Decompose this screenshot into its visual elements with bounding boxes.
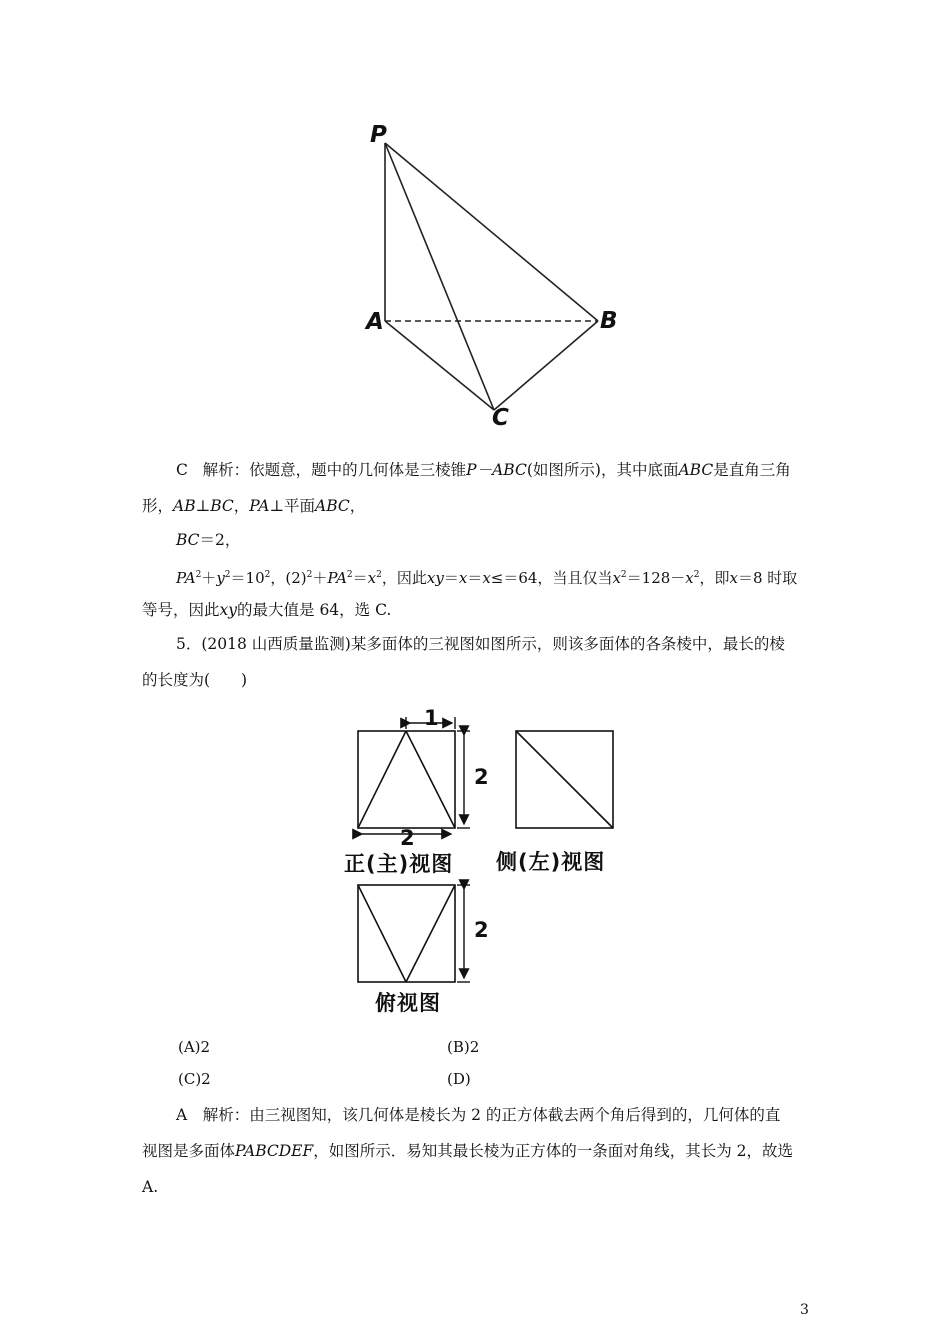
top-view-caption: 俯视图 xyxy=(375,991,441,1015)
solution4-line5: 等号，因此xy的最大值是 64，选 C. xyxy=(142,601,392,619)
problem5-line2: 的长度为( ) xyxy=(142,671,248,689)
dim-right-front-label: 2 xyxy=(474,765,489,789)
front-view-right-edge xyxy=(406,731,455,828)
side-view-diagonal xyxy=(516,731,613,828)
front-view-left-edge xyxy=(358,731,406,828)
dim-bottom-label: 2 xyxy=(400,826,415,850)
dim-top-label: 1 xyxy=(424,706,439,730)
solution5-line3: A. xyxy=(142,1178,159,1196)
edge-pc xyxy=(385,143,494,410)
edge-pb xyxy=(385,143,598,321)
three-views-figure xyxy=(340,700,640,990)
solution4-line2: 形，AB⊥BC，PA⊥平面ABC， xyxy=(142,497,366,515)
option-d: (D) xyxy=(447,1070,471,1088)
tetrahedron-figure xyxy=(355,118,635,438)
solution5-line1: A 解析：由三视图知，该几何体是棱长为 2 的正方体截去两个角后得到的，几何体的直 xyxy=(176,1106,781,1124)
option-a: (A)2 xyxy=(178,1038,211,1056)
edge-ac xyxy=(385,321,494,410)
front-view-square xyxy=(358,731,455,828)
top-view-square xyxy=(358,885,455,982)
vertex-label-b: B xyxy=(600,308,618,334)
dim-right-top-label: 2 xyxy=(474,918,489,942)
page-number: 3 xyxy=(800,1302,809,1318)
solution4-line1: C 解析：依题意，题中的几何体是三棱锥P－ABC(如图所示)，其中底面ABC是直角三角 xyxy=(176,461,791,479)
option-b: (B)2 xyxy=(447,1038,480,1056)
solution5-line2: 视图是多面体PABCDEF，如图所示．易知其最长棱为正方体的一条面对角线，其长为 2，故选 xyxy=(142,1142,794,1160)
edge-bc xyxy=(494,321,598,410)
solution4-line3: BC＝2， xyxy=(176,531,241,549)
vertex-label-c: C xyxy=(492,405,509,431)
problem5-line1: 5．(2018 山西质量监测)某多面体的三视图如图所示，则该多面体的各条棱中，最长的棱 xyxy=(176,635,785,653)
top-view-right-edge xyxy=(406,885,455,982)
option-c: (C)2 xyxy=(178,1070,211,1088)
solution4-line4: $PA^2+y^2=10^2$，$(2)^2+PA^2=x^2$，因此xy＝x＝x≤＝64，当且仅当$x^2=128-x^2$，即x＝8 时取 xyxy=(176,569,798,587)
top-view-left-edge xyxy=(358,885,406,982)
side-view-caption: 侧(左)视图 xyxy=(496,850,606,874)
vertex-label-a: A xyxy=(366,309,384,335)
front-view-caption: 正(主)视图 xyxy=(344,852,454,876)
vertex-label-p: P xyxy=(370,122,387,148)
